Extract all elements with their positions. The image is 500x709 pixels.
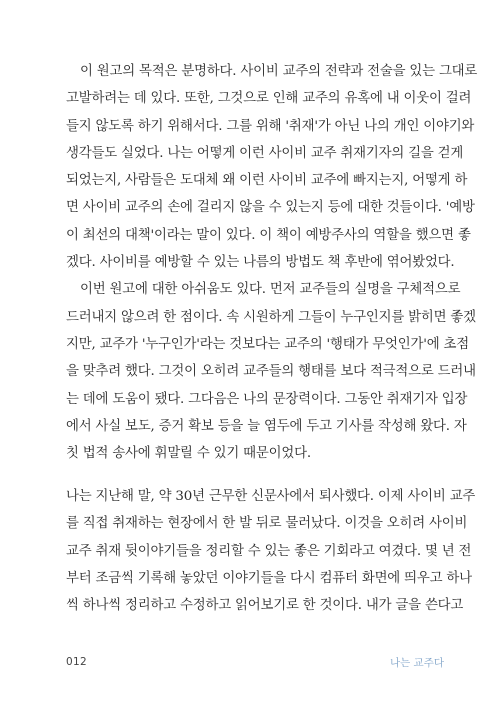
body-text-section-2 [66, 483, 476, 619]
body-line: 교주 취재 뒷이야기들을 정리할 수 있는 좋은 기회라고 여겼다. 몇 년 전 [66, 543, 472, 559]
page-number: 012 [66, 656, 87, 668]
body-line: 칫 법적 송사에 휘말릴 수 있기 때문이었다. [66, 446, 311, 462]
body-line: 이 최선의 대책'이라는 말이 있다. 이 책이 예방주사의 역할을 했으면 좋 [66, 227, 471, 243]
body-line: 면 사이비 교주의 손에 걸리지 않을 수 있는지 등에 대한 것들이다. '예방 [66, 200, 475, 216]
body-line: 를 직접 취재하는 현장에서 한 발 뒤로 물러났다. 이것을 오히려 사이비 [66, 516, 468, 532]
body-line: 는 데에 도움이 됐다. 그다음은 나의 문장력이다. 그동안 취재기자 입장 [66, 391, 468, 407]
body-line: 생각들도 실었다. 나는 어떻게 이런 사이비 교주 취재기자의 길을 걷게 [66, 145, 464, 161]
body-line: 씩 하나씩 정리하고 수정하고 읽어보기로 한 것이다. 내가 글을 쓴다고 [66, 598, 464, 614]
body-line: 나는 지난해 말, 약 30년 근무한 신문사에서 퇴사했다. 이제 사이비 교주 [66, 489, 476, 504]
body-line: 이번 원고에 대한 아쉬움도 있다. 먼저 교주들의 실명을 구체적으로 [80, 282, 461, 298]
running-footer-book-title: 나는 교주다 [389, 657, 444, 669]
body-line: 지만, 교주가 '누구인가'라는 것보다는 교주의 '행태가 무엇인가'에 초점 [66, 336, 469, 352]
body-line: 들지 않도록 하기 위해서다. 그를 위해 '취재'가 아닌 나의 개인 이야기와 [66, 118, 475, 134]
body-line: 을 맞추려 했다. 그것이 오히려 교주들의 행태를 보다 적극적으로 드러내 [66, 364, 476, 380]
body-line: 고발하려는 데 있다. 또한, 그것으로 인해 교주의 유혹에 내 이웃이 걸려 [66, 91, 472, 107]
body-line: 이 원고의 목적은 분명하다. 사이비 교주의 전략과 전술을 있는 그대로 [80, 64, 478, 79]
body-line: 부터 조금씩 기록해 놓았던 이야기들을 다시 컴퓨터 화면에 띄우고 하나 [66, 570, 472, 586]
body-line: 드러내지 않으려 한 점이다. 속 시원하게 그들이 누구인지를 밝히면 좋겠 [66, 309, 476, 325]
body-line: 에서 사실 보도, 증거 확보 등을 늘 염두에 두고 기사를 작성해 왔다. 자 [66, 418, 467, 434]
body-text-section-1 [66, 58, 478, 467]
body-line: 겠다. 사이비를 예방할 수 있는 나름의 방법도 책 후반에 엮어봤었다. [66, 255, 455, 271]
body-line: 되었는지, 사람들은 도대체 왜 이런 사이비 교주에 빠지는지, 어떻게 하 [66, 173, 468, 189]
